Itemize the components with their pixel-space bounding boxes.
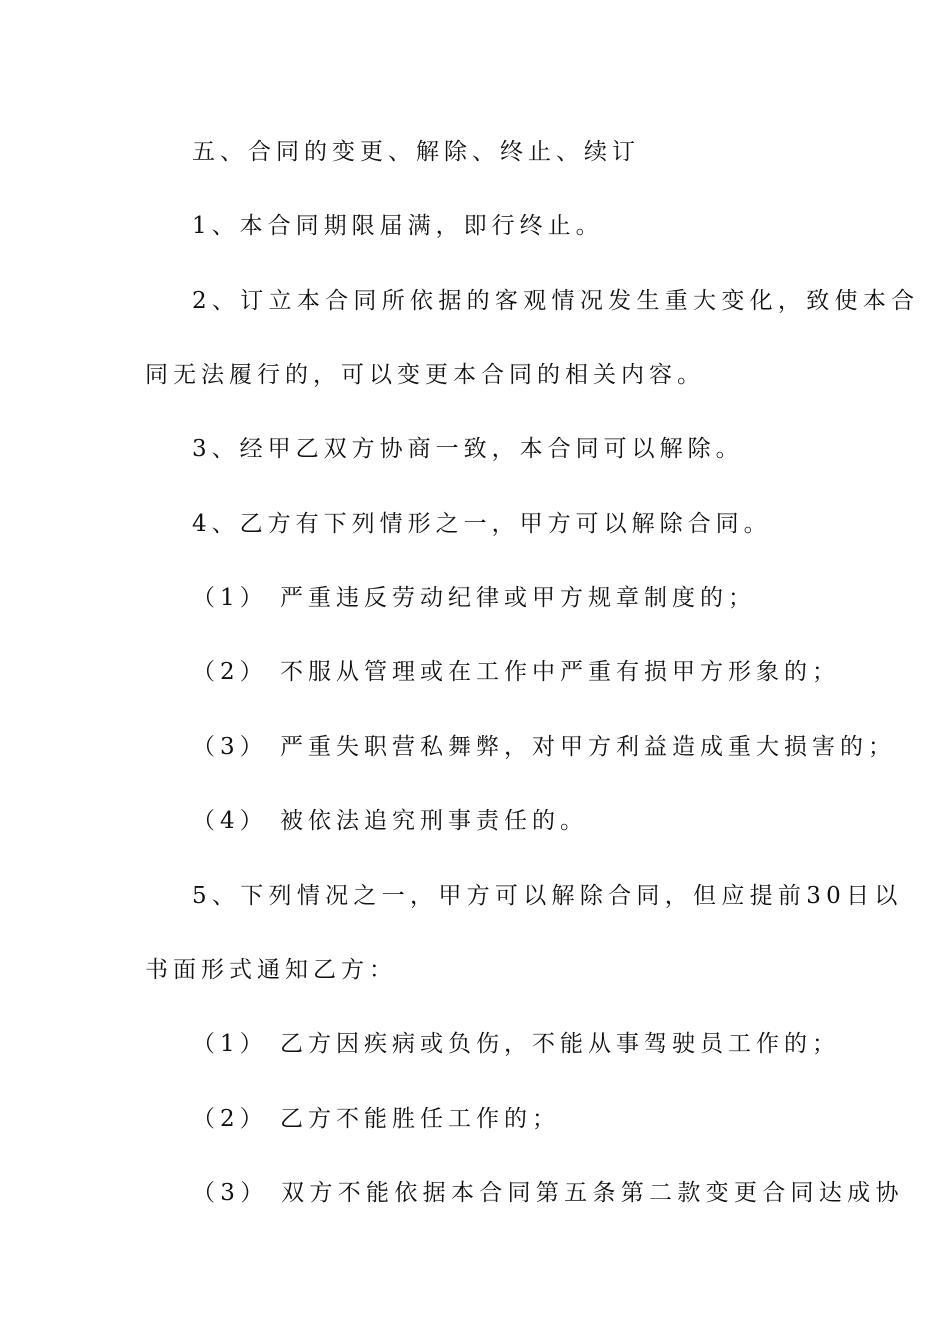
clause-1: 1、本合同期限届满，即行终止。 <box>192 213 604 239</box>
clause-5-line-1: 5、下列情况之一，甲方可以解除合同，但应提前30日以 <box>192 883 903 909</box>
clause-4-item-2: （2） 不服从管理或在工作中严重有损甲方形象的； <box>192 659 840 685</box>
clause-4-item-3: （3） 严重失职营私舞弊，对甲方利益造成重大损害的； <box>192 734 896 760</box>
section-heading: 五、合同的变更、解除、终止、续订 <box>192 139 640 165</box>
clause-2-line-2: 同无法履行的，可以变更本合同的相关内容。 <box>145 362 705 388</box>
clause-4-item-1: （1） 严重违反劳动纪律或甲方规章制度的； <box>192 585 756 611</box>
clause-5-line-2: 书面形式通知乙方： <box>145 957 397 983</box>
clause-2-line-1: 2、订立本合同所依据的客观情况发生重大变化，致使本合 <box>192 288 920 314</box>
clause-5-item-2: （2） 乙方不能胜任工作的； <box>192 1106 560 1132</box>
clause-5-item-1: （1） 乙方因疾病或负伤，不能从事驾驶员工作的； <box>192 1031 840 1057</box>
clause-4: 4、乙方有下列情形之一，甲方可以解除合同。 <box>192 511 772 537</box>
clause-5-item-3: （3） 双方不能依据本合同第五条第二款变更合同达成协 <box>192 1180 904 1206</box>
clause-4-item-4: （4） 被依法追究刑事责任的。 <box>192 808 588 834</box>
clause-3: 3、经甲乙双方协商一致，本合同可以解除。 <box>192 436 744 462</box>
